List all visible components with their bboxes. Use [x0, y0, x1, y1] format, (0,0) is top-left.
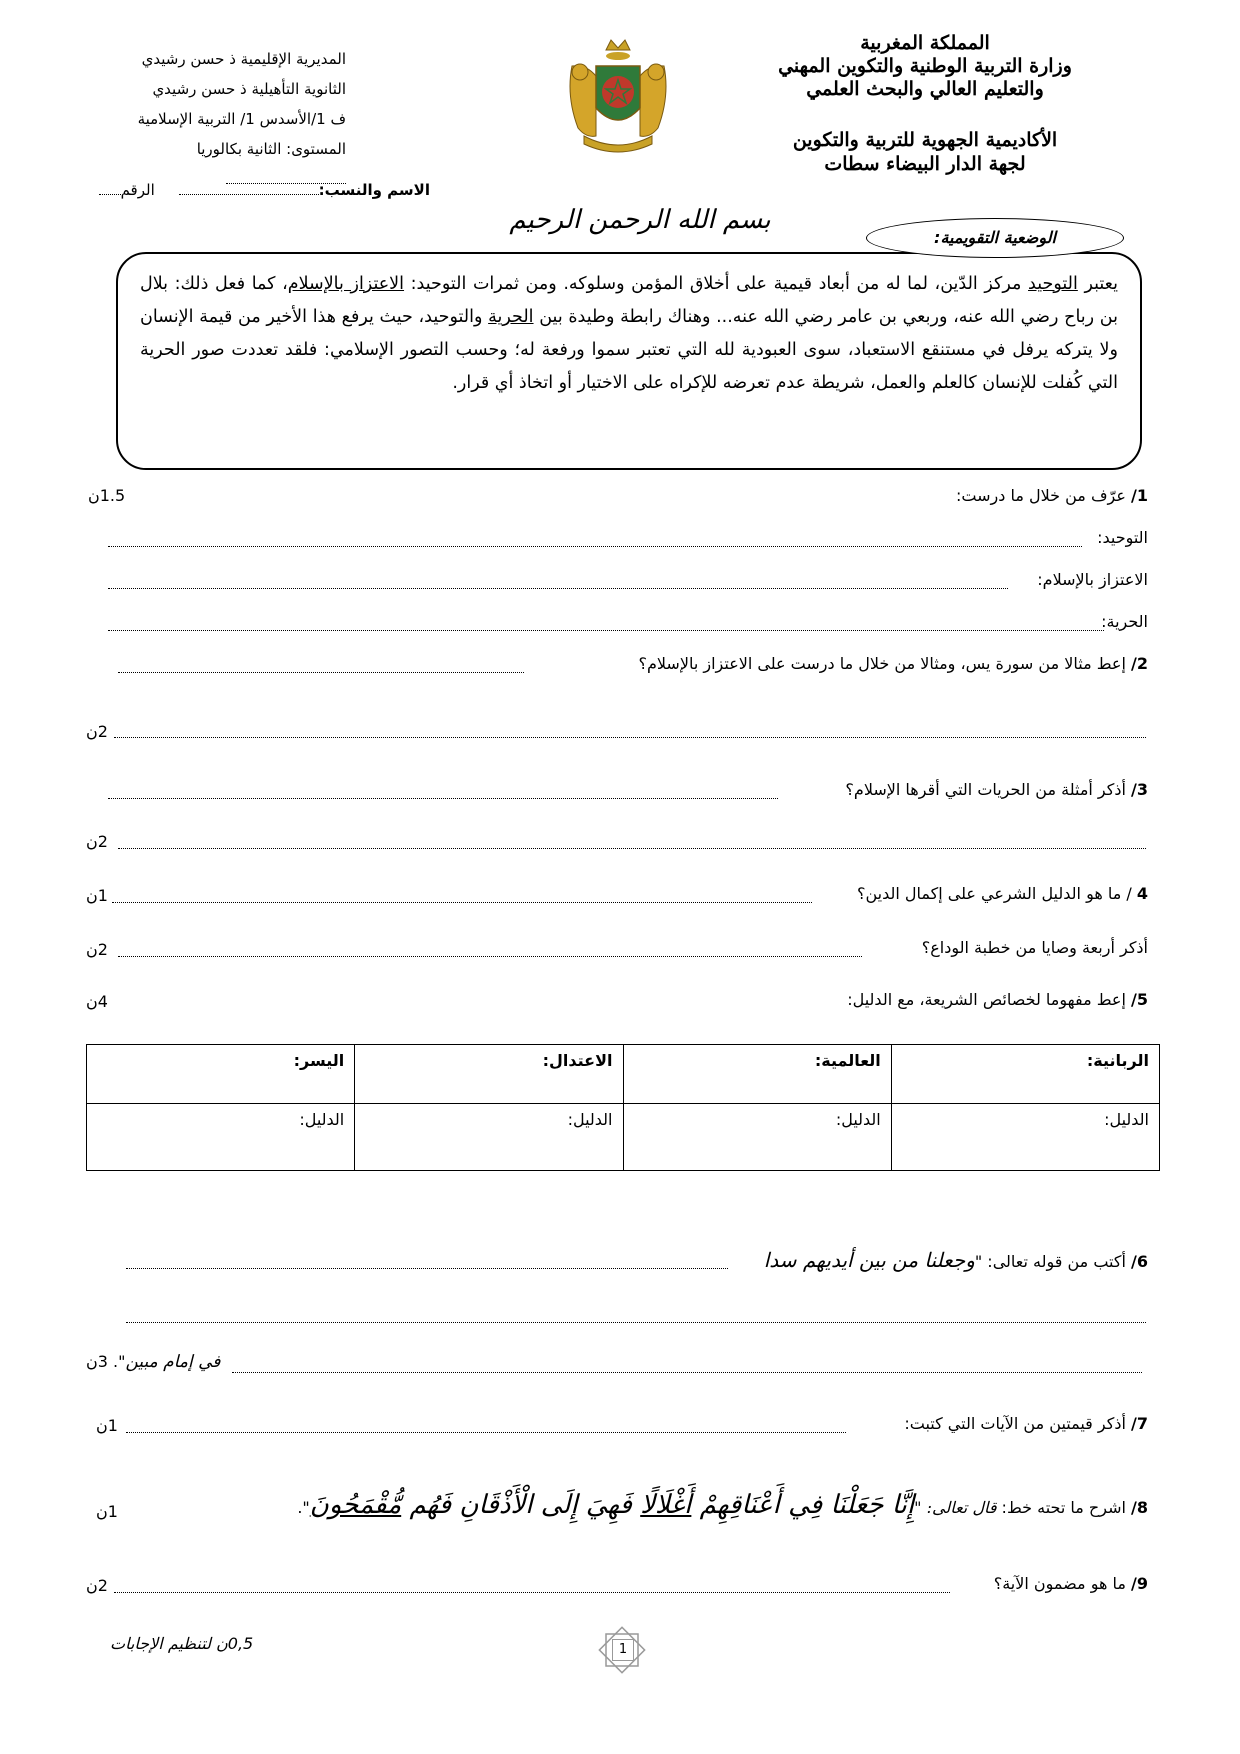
evidence-cell[interactable] — [355, 1104, 623, 1171]
table-row — [87, 1045, 1160, 1104]
table-header-cell — [891, 1045, 1159, 1104]
question-8 — [88, 1490, 1148, 1520]
definition-tawhid — [88, 528, 1148, 547]
definition-label: الحرية: — [1101, 612, 1148, 631]
question-3 — [88, 780, 1148, 799]
answer-line[interactable] — [112, 902, 812, 903]
question-text: أذكر قيمتين من الآيات التي كتبت: — [904, 1414, 1132, 1433]
question-9 — [88, 1574, 1148, 1593]
organization-points: 0,5ن لتنظيم الإجابات — [110, 1634, 254, 1653]
cell-text: الاعتدال: — [542, 1051, 613, 1070]
definition-pride — [88, 570, 1148, 589]
number-field[interactable] — [99, 180, 121, 195]
verse-start: وجعلنا من بين أيديهم سدا — [763, 1248, 975, 1272]
definition-label: الاعتزاز بالإسلام: — [1037, 570, 1148, 589]
question-4b — [88, 938, 1148, 957]
header-line: المديرية الإقليمية ذ حسن رشيدي — [141, 50, 346, 68]
definition-freedom — [88, 612, 1148, 631]
situation-text: مركز الدّين، لما له من أبعاد قيمية على أخلاق المؤمن وسلوكه. ومن ثمرات التوحيد: — [404, 274, 1029, 294]
answer-line[interactable] — [118, 848, 1146, 849]
evidence-cell[interactable] — [87, 1104, 355, 1171]
header-line: المملكة المغربية — [860, 32, 990, 54]
number-label: الرقم — [120, 181, 155, 199]
situation-keyword: الحرية — [488, 307, 534, 327]
question-text: ما هو مضمون الآية؟ — [993, 1574, 1132, 1593]
question-text: إعط مفهوما لخصائص الشريعة، مع الدليل: — [847, 990, 1132, 1009]
verse-end: ". — [297, 1498, 310, 1517]
cell-text: العالمية: — [814, 1051, 881, 1070]
verse-intro: قال تعالى: " — [914, 1498, 997, 1517]
question-text: اشرح ما تحته خط: — [996, 1498, 1132, 1517]
academy-header — [760, 128, 1090, 176]
school-header — [96, 44, 346, 194]
question-number: 3/ — [1131, 780, 1148, 799]
cell-text: اليسر: — [293, 1051, 345, 1070]
answer-line[interactable] — [108, 546, 1082, 547]
question-4 — [88, 884, 1148, 903]
question-points: 2ن — [86, 722, 108, 741]
situation-box — [116, 252, 1142, 470]
answer-line[interactable] — [126, 1268, 728, 1269]
header-line: الثانوية التأهيلية ذ حسن رشيدي — [152, 80, 346, 98]
question-points: 1ن — [96, 1502, 118, 1521]
table-header-cell — [355, 1045, 623, 1104]
question-text: عرّف من خلال ما درست: — [956, 486, 1132, 505]
cell-text: الدليل: — [835, 1110, 881, 1129]
question-number: 1/ — [1131, 486, 1148, 505]
header-line: لجهة الدار البيضاء سطات — [824, 153, 1026, 175]
verse-text: إِنَّا جَعَلْنَا فِي أَعْنَاقِهِمْ — [691, 1490, 915, 1520]
basmala: بسم الله الرحمن الرحيم — [509, 205, 771, 235]
question-5 — [88, 990, 1148, 1009]
name-field[interactable] — [179, 180, 319, 195]
question-points: 1ن — [96, 1416, 118, 1435]
answer-line[interactable] — [108, 630, 1104, 631]
question-1 — [88, 486, 1148, 505]
answer-line[interactable] — [114, 737, 1146, 738]
question-number: 7/ — [1131, 1414, 1148, 1433]
level-label: المستوى: الثانية بكالوريا — [196, 140, 346, 158]
verse-end-row — [86, 1352, 346, 1372]
header-line: ف 1/الأسدس 1/ التربية الإسلامية — [137, 110, 346, 128]
table-header-cell — [87, 1045, 355, 1104]
situation-text: والتوحيد، حيث يرفع هذا الأخير من قيمة الإنسان ولا يتركه يرفل في مستنقع الاستعباد، سوى العبودية لله التي تعتبر سموا ورفعة له؛ وحسب التصور الإسلامي: فلقد تعددت صور الحرية التي كُفلت للإنسان كالعلم والعمل، شريطة عدم تعرضه للإكراه على الاختيار أو اتخاذ أي قرار. — [140, 307, 1118, 393]
question-number: 9/ — [1131, 1574, 1148, 1593]
answer-line[interactable] — [232, 1372, 1142, 1373]
situation-title: الوضعية التقويمية: — [934, 228, 1056, 247]
definition-label: التوحيد: — [1097, 528, 1148, 547]
header-line: وزارة التربية الوطنية والتكوين المهني — [778, 55, 1072, 77]
evidence-cell[interactable] — [891, 1104, 1159, 1171]
verse-end-suffix: ". — [107, 1352, 126, 1371]
question-text: أكتب من قوله تعالى: " — [974, 1252, 1132, 1271]
table-row — [87, 1104, 1160, 1171]
answer-line[interactable] — [118, 956, 862, 957]
page-number-badge — [596, 1624, 648, 1676]
answer-line[interactable] — [126, 1322, 1146, 1323]
situation-keyword: التوحيد — [1028, 274, 1078, 294]
cell-text: الدليل: — [567, 1110, 613, 1129]
sharia-characteristics-table — [86, 1044, 1160, 1171]
situation-title-oval — [866, 218, 1124, 258]
question-7 — [88, 1414, 1148, 1433]
verse-underlined: أَغْلَالًا — [640, 1490, 692, 1520]
answer-line[interactable] — [118, 672, 524, 673]
cell-text: الربانية: — [1086, 1051, 1149, 1070]
question-2 — [88, 654, 1148, 673]
situation-text: يعتبر — [1077, 274, 1118, 294]
evidence-cell[interactable] — [623, 1104, 891, 1171]
verse-text: فَهِيَ إِلَى الْأَذْقَانِ فَهُم — [401, 1490, 641, 1520]
question-number: 4 — [1136, 884, 1148, 903]
royal-emblem-icon — [556, 36, 680, 154]
question-text: أذكر أمثلة من الحريات التي أقرها الإسلام؟ — [845, 780, 1132, 799]
situation-keyword: الاعتزاز بالإسلام — [287, 274, 405, 294]
question-text: إعط مثالا من سورة يس، ومثالا من خلال ما درست على الاعتزاز بالإسلام؟ — [638, 654, 1132, 673]
situation-text: ، كما فعل ذلك: بلال بن رباح رضي الله عنه، وربعي بن عامر رضي الله عنه... وهناك رابطة وطيدة بين — [140, 274, 1118, 327]
question-points: 2ن — [86, 832, 108, 851]
question-number: 8/ — [1131, 1498, 1148, 1517]
header-line: والتعليم العالي والبحث العلمي — [806, 78, 1044, 100]
table-header-cell — [623, 1045, 891, 1104]
question-points: 3ن — [86, 1352, 108, 1371]
header-line: الأكاديمية الجهوية للتربية والتكوين — [792, 129, 1058, 151]
question-points: 1.5ن — [88, 486, 126, 505]
question-points: 2ن — [86, 1576, 108, 1595]
question-number: 6/ — [1131, 1252, 1148, 1271]
answer-line[interactable] — [114, 1592, 950, 1593]
cell-text: الدليل: — [1104, 1110, 1149, 1129]
question-points: 4ن — [86, 992, 108, 1011]
answer-line[interactable] — [126, 1432, 846, 1433]
page-number: 1 — [612, 1639, 634, 1661]
question-number: 5/ — [1131, 990, 1148, 1009]
verse-end: في إمام مبين — [125, 1352, 221, 1372]
cell-text: الدليل: — [299, 1110, 345, 1129]
name-row — [80, 180, 430, 199]
question-number: 2/ — [1131, 654, 1148, 673]
question-text: / ما هو الدليل الشرعي على إكمال الدين؟ — [856, 884, 1137, 903]
verse-underlined: مُّقْمَحُونَ — [309, 1490, 402, 1520]
answer-line[interactable] — [108, 798, 778, 799]
question-points: 2ن — [86, 940, 108, 959]
question-points: 1ن — [86, 886, 108, 905]
name-label: الاسم والنسب: — [318, 181, 430, 199]
ministry-header — [760, 32, 1090, 101]
question-text: أذكر أربعة وصايا من خطبة الوداع؟ — [921, 938, 1148, 957]
answer-line[interactable] — [108, 588, 1008, 589]
